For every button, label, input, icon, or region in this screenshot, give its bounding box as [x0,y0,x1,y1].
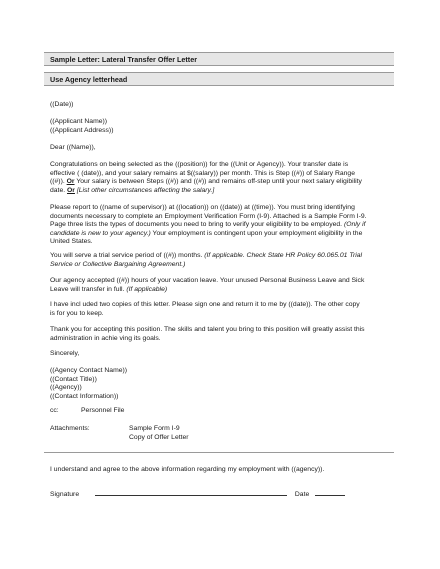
paragraph-line: Our agency accepted ((#)) hours of your vacation leave. Your unused Personal Business Leave and Sick [50,277,365,284]
salutation: Dear ((Name)), [50,144,96,151]
text-run: Service or Collective Bargaining Agreement.) [50,260,186,268]
text-run: date. [50,186,68,194]
date-label: Date [294,491,310,498]
paragraph-line [50,221,395,230]
text-run: You will serve a trial service period of ((#)) months. [50,252,203,259]
cc-label: cc: [50,407,59,414]
closing: Sincerely, [50,350,80,357]
paragraph-copies [50,301,395,318]
date-line[interactable] [315,495,345,496]
signature-line[interactable] [95,495,287,496]
text-run: (Only if [342,221,366,229]
paragraph-thanks [50,326,395,343]
paragraph-line: is for you to keep. [50,309,104,317]
paragraph-trial-service [50,252,395,269]
paragraph-line: effective ( (date)), and your salary remains at $((salary)) per month. This is Step ((#)) of Salary Range [50,169,355,177]
paragraph-report [50,204,395,247]
signature-label: Signature [50,491,80,498]
agreement-statement: I understand and agree to the above information regarding my employment with ((agency)). [50,466,325,473]
paragraph-line: documents necessary to complete an Employment Verification Form (I-9). Attached is a Sample Form I-9. [50,212,367,220]
paragraph-line [50,187,395,196]
cc-value: Personnel File [81,407,125,414]
signature-row [50,491,345,500]
text-run: ((#)). [50,178,67,186]
paragraph-leave [50,277,395,294]
paragraph-line: I have incl uded two copies of this letter. Please sign one and return it to me by ((date)). The other copy [50,301,360,308]
date-placeholder: ((Date)) [50,101,74,108]
letterhead-bar [44,72,394,86]
paragraph-line: Thank you for accepting this position. The skills and talent you bring to this position will greatly assist this [50,326,365,333]
text-run: (If applicable. Check State HR Policy 60.065.01 Trial [202,252,363,259]
text-run: [List other circumstances affecting the salary.] [74,186,215,194]
contact-title: ((Contact Title)) [50,375,97,383]
attachment-item: Sample Form I-9 [129,425,180,432]
paragraph-line [50,252,395,261]
text-run: Your salary is between Steps ((#)) and ((#)) and remains off-step until your next salary eligibility [74,178,362,186]
text-run: Your employment is contingent upon your employment eligibility in the [150,229,363,237]
paragraph-line [50,230,395,239]
letter-title: Sample Letter: Lateral Transfer Offer Letter [50,55,197,64]
paragraph-salary [50,161,395,195]
text-run: (If applicable) [126,285,168,293]
contact-information: ((Contact Information)) [50,392,119,400]
letterhead-note: Use Agency letterhead [50,75,128,84]
paragraph-line: Congratulations on being selected as the ((position)) for the ((Unit or Agency)). Your transfer date is [50,161,349,168]
attachments-label: Attachments: [50,425,90,432]
paragraph-line [50,178,395,187]
applicant-address: ((Applicant Address)) [50,126,114,134]
agency-name: ((Agency)) [50,384,82,392]
letter-title-bar [44,52,394,66]
or-underlined: Or [67,186,75,194]
paragraph-line [50,261,395,270]
applicant-name: ((Applicant Name)) [50,118,108,125]
divider [44,452,394,453]
or-underlined: Or [66,178,75,186]
text-run: Leave will transfer in full. [50,285,127,293]
paragraph-line: Please report to ((name of supervisor)) at ((location)) on ((date)) at ((time)). You must bring identifying [50,204,355,211]
agency-contact-name: ((Agency Contact Name)) [50,367,128,374]
paragraph-line: administration in achie ving its goals. [50,334,161,342]
paragraph-line: United States. [50,238,93,246]
text-run: candidate is new to your agency.) [50,229,151,237]
paragraph-line [50,286,395,295]
attachment-item: Copy of Offer Letter [129,433,189,441]
text-run: Page three lists the types of documents you need to bring to verify your eligibility to be employed. [50,221,343,229]
